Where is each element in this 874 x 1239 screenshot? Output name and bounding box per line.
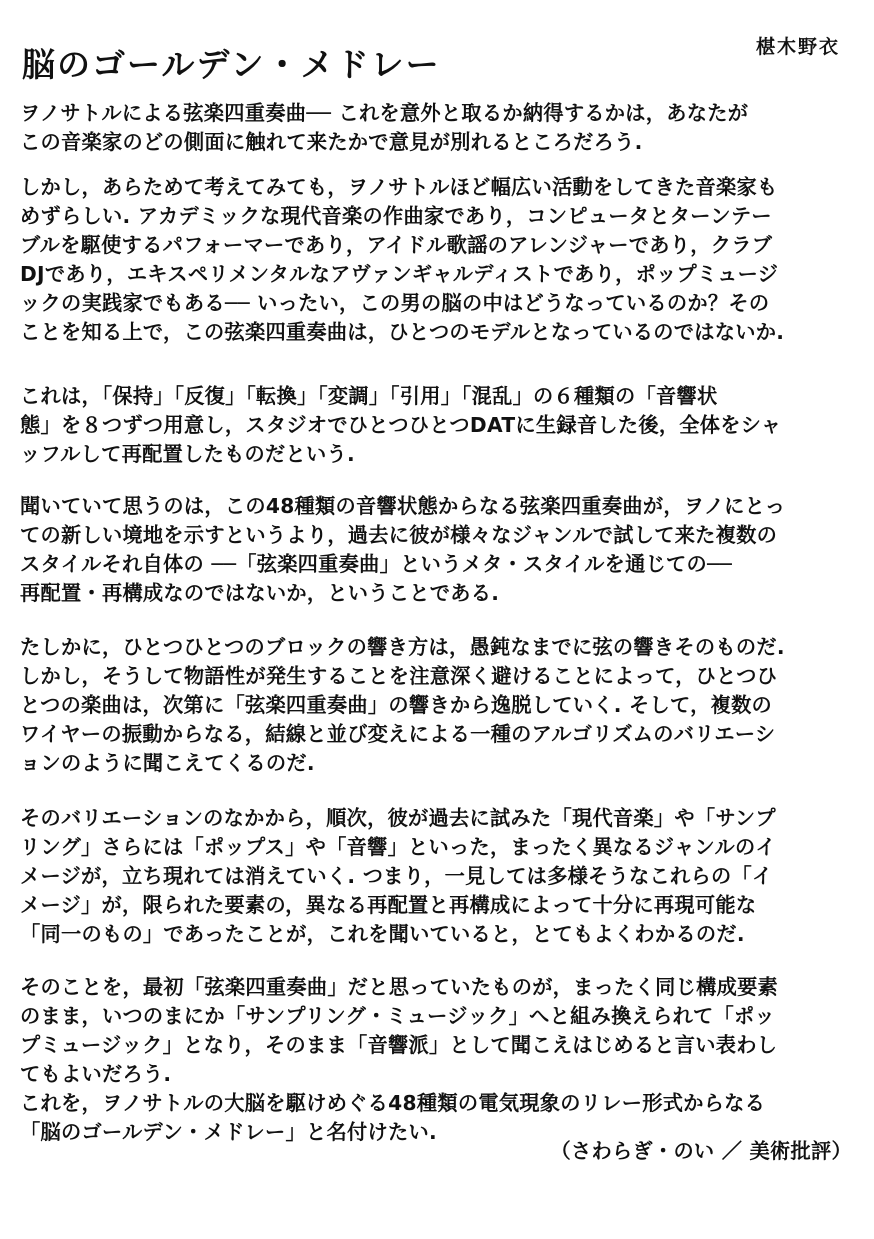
paragraph-2 xyxy=(20,173,860,347)
paragraph-line: そのことを，最初「弦楽四重奏曲」だと思っていたものが，まったく同じ構成要素 xyxy=(20,975,779,999)
paragraph-line: スタイルそれ自体の ──「弦楽四重奏曲」というメタ・スタイルを通じての── xyxy=(20,552,732,576)
author-name: 椹木野衣 xyxy=(755,36,840,58)
paragraph-line: 態」を８つずつ用意し，スタジオでひとつひとつDATに生録音した後，全体をシャ xyxy=(20,413,782,437)
paragraph-line: しかし，あらためて考えてみても，ヲノサトルほど幅広い活動をしてきた音楽家も xyxy=(20,175,778,199)
paragraph-1 xyxy=(20,99,860,157)
paragraph-line: これを，ヲノサトルの大脳を駆けめぐる48種類の電気現象のリレー形式からなる xyxy=(20,1091,766,1115)
paragraph-line: ての新しい境地を示すというより，過去に彼が様々なジャンルで試して来た複数の xyxy=(20,523,778,547)
paragraph-line: のまま，いつのまにか「サンプリング・ミュージック」へと組み換えられて「ポッ xyxy=(20,1004,776,1028)
paragraph-line: メージ」が，限られた要素の，異なる再配置と再構成によって十分に再現可能な xyxy=(20,893,757,917)
paragraph-line: たしかに，ひとつひとつのブロックの響き方は，愚鈍なまでに弦の響きそのものだ. xyxy=(20,635,785,659)
paragraph-line: これは，「保持」「反復」「転換」「変調」「引用」「混乱」の６種類の「音響状 xyxy=(20,384,718,408)
paragraph-4 xyxy=(20,492,860,608)
paragraph-line: ワイヤーの振動からなる，結線と並び変えによる一種のアルゴリズムのバリエーシ xyxy=(20,722,776,746)
paragraph-line: しかし，そうして物語性が発生することを注意深く避けることによって，ひとつひ xyxy=(20,664,778,688)
paragraph-line: DJであり，エキスペリメンタルなアヴァンギャルディストであり，ポップミュージ xyxy=(20,262,779,286)
paragraph-3 xyxy=(20,382,860,469)
paragraph-6 xyxy=(20,804,860,949)
paragraph-line: ックの実践家でもある── いったい，この男の脳の中はどうなっているのか？その xyxy=(20,291,770,315)
paragraph-line: 聞いていて思うのは，この48種類の音響状態からなる弦楽四重奏曲が，ヲノにとっ xyxy=(20,494,786,518)
paragraph-line: 「脳のゴールデン・メドレー」と名付けたい. xyxy=(20,1120,437,1144)
author-signature: （さわらぎ・のい ／ 美術批評） xyxy=(550,1139,852,1163)
paragraph-line: 再配置・再構成なのではないか，ということである. xyxy=(20,581,500,605)
paragraph-line: てもよいだろう. xyxy=(20,1062,172,1086)
paragraph-line: ことを知る上で，この弦楽四重奏曲は，ひとつのモデルとなっているのではないか. xyxy=(20,320,785,344)
paragraph-7 xyxy=(20,973,860,1089)
paragraph-line: この音楽家のどの側面に触れて来たかで意見が別れるところだろう. xyxy=(20,130,643,154)
paragraph-line: リング」さらには「ポップス」や「音響」といった，まったく異なるジャンルのイ xyxy=(20,835,776,859)
paragraph-line: ブルを駆使するパフォーマーであり，アイドル歌謡のアレンジャーであり，クラブ xyxy=(20,233,773,257)
paragraph-line: とつの楽曲は，次第に「弦楽四重奏曲」の響きから逸脱していく. そして，複数の xyxy=(20,693,773,717)
paragraph-line: 「同一のもの」であったことが，これを聞いていると，とてもよくわかるのだ. xyxy=(20,922,745,946)
article-title: 脳のゴールデン・メドレー xyxy=(22,45,441,85)
paragraph-line: めずらしい. アカデミックな現代音楽の作曲家であり，コンピュータとターンテー xyxy=(20,204,772,228)
paragraph-line: ッフルして再配置したものだという. xyxy=(20,442,355,466)
paragraph-line: ヲノサトルによる弦楽四重奏曲── これを意外と取るか納得するかは，あなたが xyxy=(20,101,749,125)
paragraph-line: プミュージック」となり，そのまま「音響派」として聞こえはじめると言い表わし xyxy=(20,1033,778,1057)
paragraph-5 xyxy=(20,633,860,778)
paragraph-line: ョンのように聞こえてくるのだ. xyxy=(20,751,315,775)
paragraph-line: メージが，立ち現れては消えていく. つまり，一見しては多様そうなこれらの「イ xyxy=(20,864,773,888)
paragraph-line: そのバリエーションのなかから，順次，彼が過去に試みた「現代音楽」や「サンプ xyxy=(20,806,776,830)
